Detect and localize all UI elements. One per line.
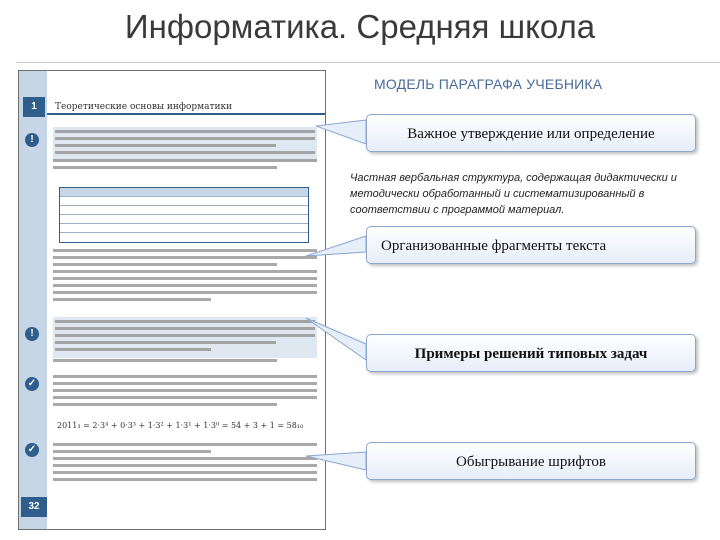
model-heading: МОДЕЛЬ ПАРАГРАФА УЧЕБНИКА — [374, 76, 603, 92]
page-text-block — [53, 375, 317, 410]
callout-font-play: Обыгрывание шрифтов — [366, 442, 696, 480]
slide-title: Информатика. Средняя школа — [124, 8, 596, 45]
page-header: Теоретические основы информатики — [47, 101, 326, 115]
page-text-block — [53, 317, 317, 358]
page-text-block — [53, 127, 317, 161]
check-marker-icon: ✓ — [25, 377, 39, 391]
page-text-block — [53, 249, 317, 305]
callout-important-statement: Важное утверждение или определение — [366, 114, 696, 152]
paragraph-definition: Частная вербальная структура, содержащая дидактически и методически обработанный и систематизированный в соответствии с программой материал. — [350, 172, 677, 216]
callout-organized-fragments: Организованные фрагменты текста — [366, 226, 696, 264]
page-number: 32 — [21, 497, 47, 517]
callout-solution-examples: Примеры решений типовых задач — [366, 334, 696, 372]
page-text-block — [53, 443, 317, 485]
important-marker-icon: ! — [25, 327, 39, 341]
page-math-example: 2011₃ = 2·3⁴ + 0·3³ + 1·3² + 1·3¹ + 1·3⁰ = 54 + 3 + 1 = 58₁₀ — [57, 421, 304, 430]
title-divider — [16, 62, 720, 63]
check-marker-icon: ✓ — [25, 443, 39, 457]
page-text-block — [53, 359, 317, 366]
page-text-block — [53, 159, 317, 173]
page-table — [59, 187, 309, 243]
textbook-page — [18, 70, 326, 530]
important-marker-icon: ! — [25, 133, 39, 147]
page-section-number: 1 — [23, 97, 45, 117]
